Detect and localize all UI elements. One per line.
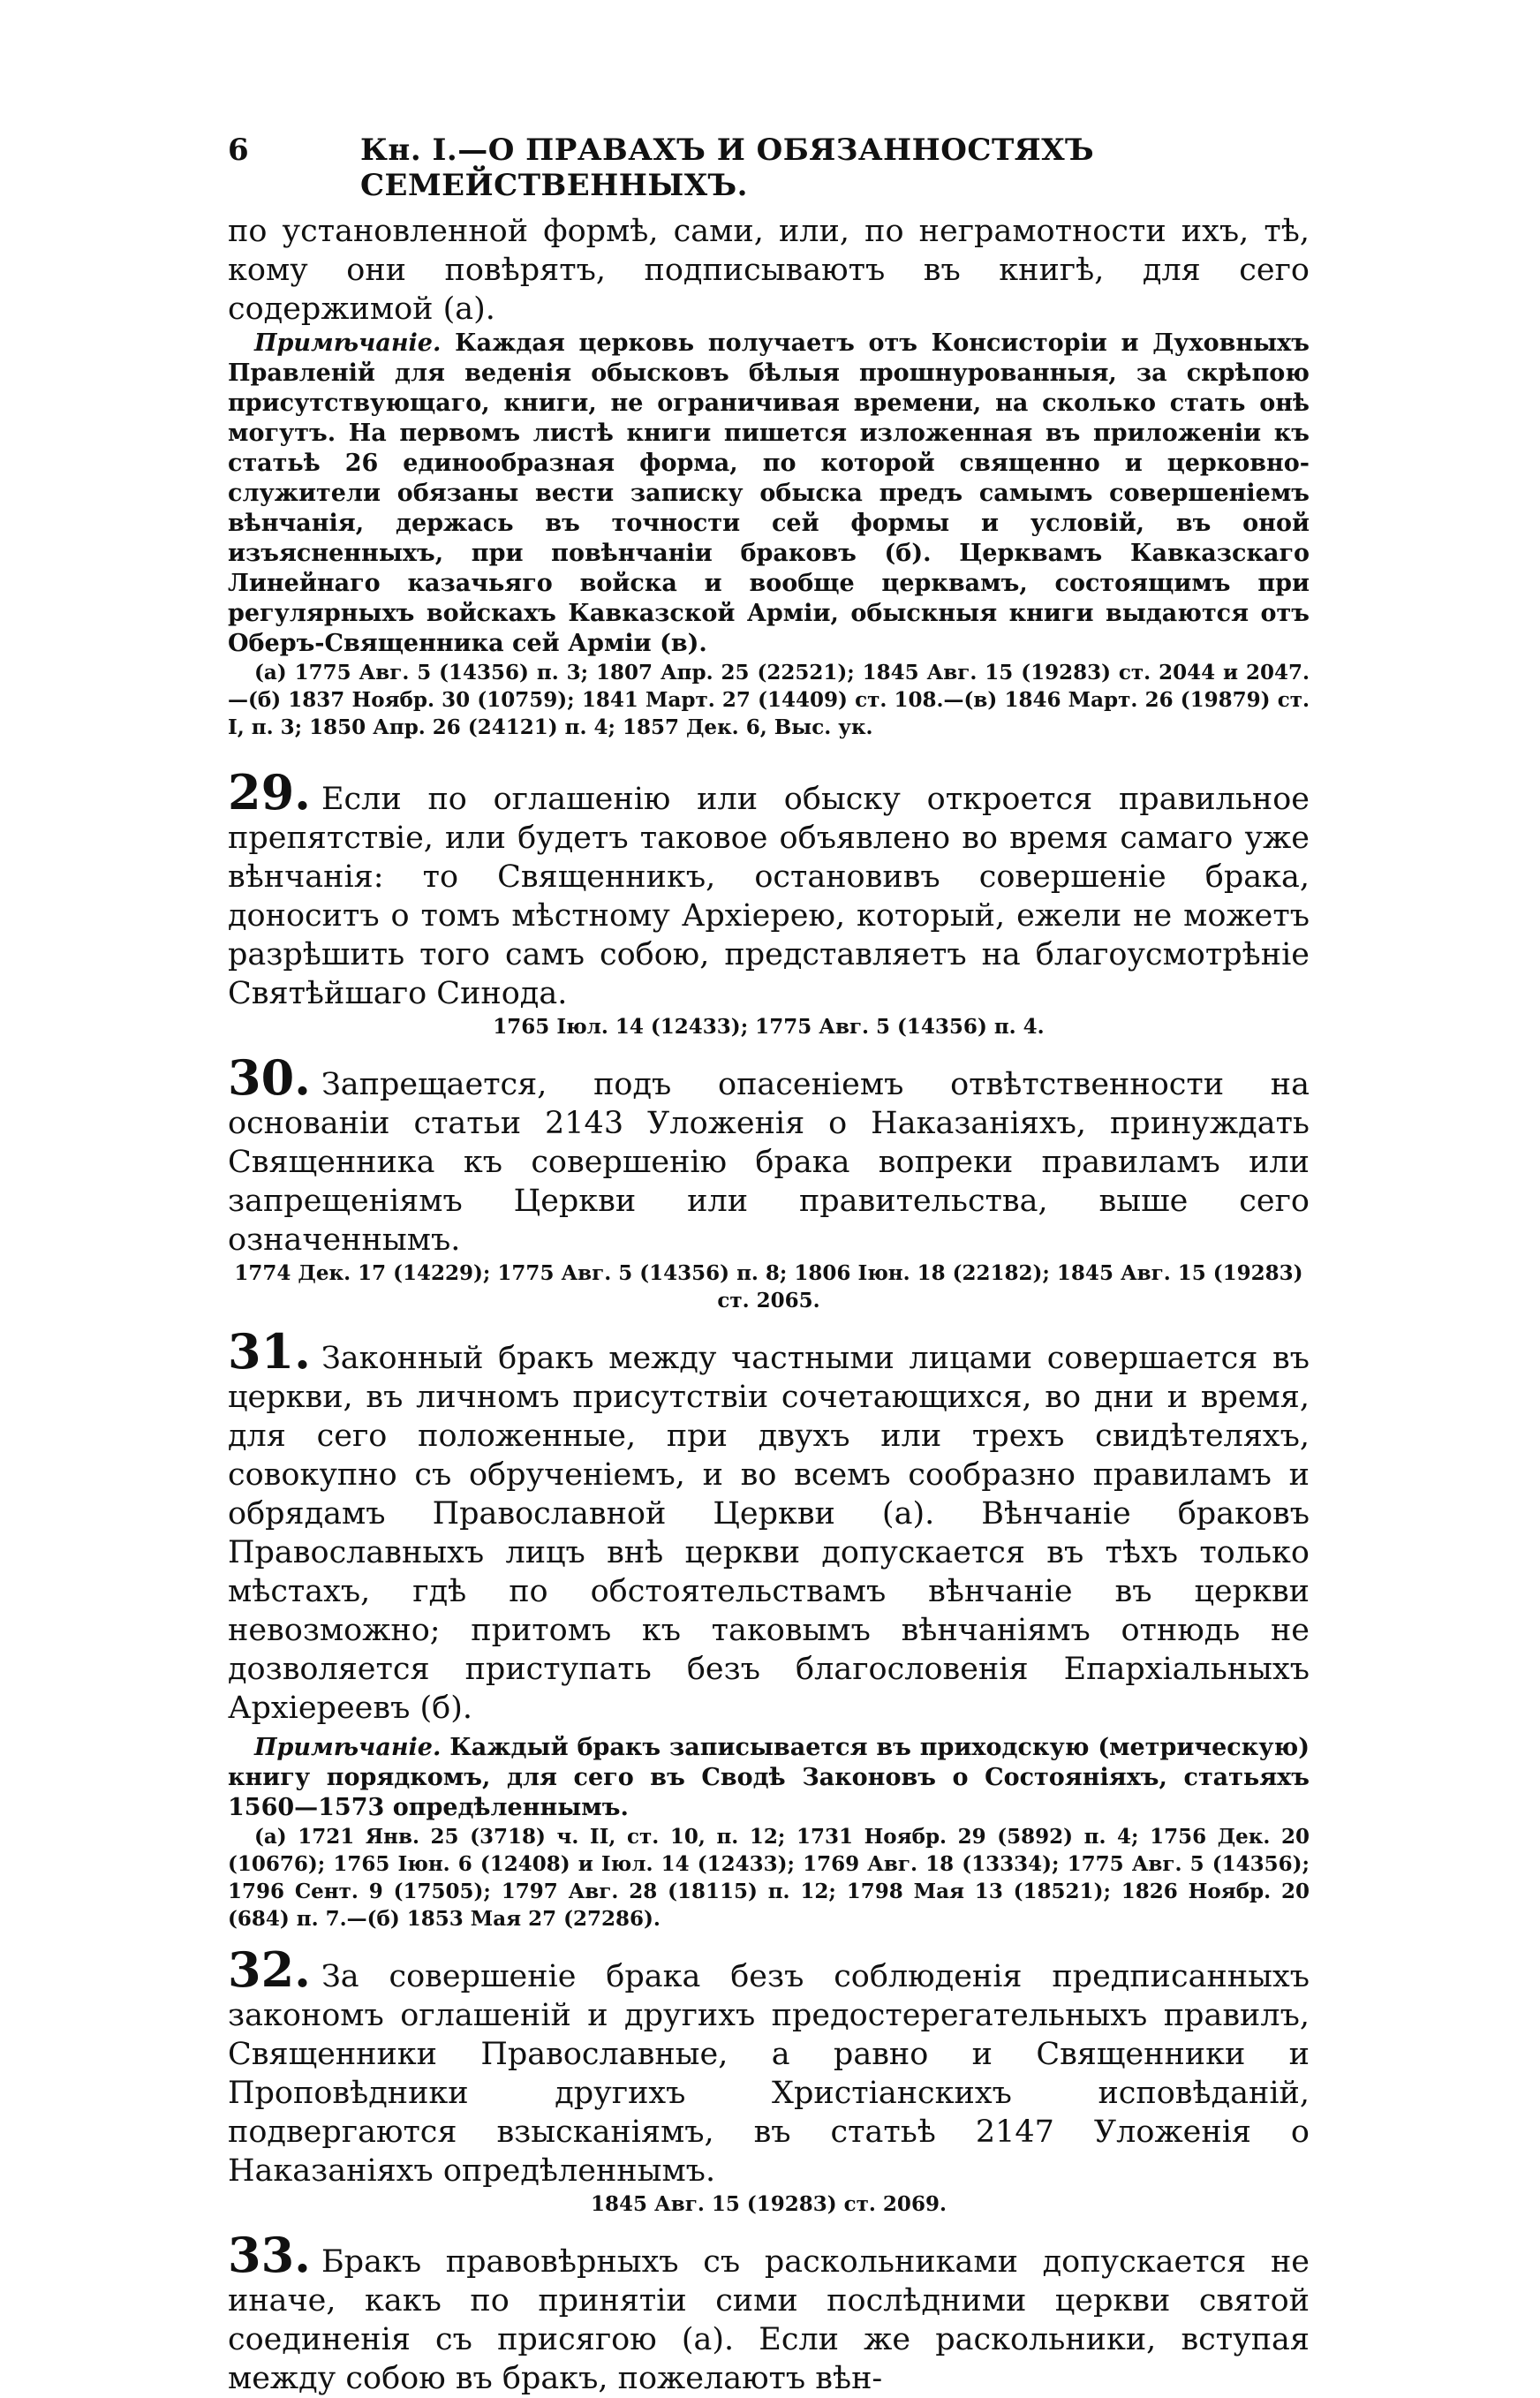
article-text: Законный бракъ между частными лицами совершается въ церкви, въ личномъ присутствіи сочетающихся, во дни и время, для сего положенные, при двухъ или трехъ свидѣтеляхъ, совокупно съ обрученіемъ, и во всемъ сообразно правиламъ и обрядамъ Православной Церкви (а). Вѣнчаніе браковъ Православныхъ лицъ внѣ церкви допускается въ тѣхъ только мѣстахъ, гдѣ по обстоятельствамъ вѣнчаніе въ церкви невозможно; притомъ къ таковымъ вѣнчаніямъ отнюдь не дозволяется приступать безъ благословенія Епархіальныхъ Архіереевъ (б). xyxy=(228,1341,1310,1726)
page-body xyxy=(228,212,1310,2398)
article-number: 29. xyxy=(228,764,311,821)
article-text: Запрещается, подъ опасеніемъ отвѣтственности на основаніи статьи 2143 Уложенія о Наказаніяхъ, принуждать Священника къ совершенію брака вопреки правиламъ или запрещеніямъ Церкви или правительства, выше сего означеннымъ. xyxy=(228,1067,1310,1258)
references: (а) 1721 Янв. 25 (3718) ч. II, ст. 10, п. 12; 1731 Ноябр. 29 (5892) п. 4; 1756 Дек. 20 (10676); 1765 Іюн. 6 (12408) и Іюл. 14 (12433); 1769 Авг. 18 (13334); 1775 Авг. 5 (14356); 1796 Сент. 9 (17505); 1797 Авг. 28 (18115) п. 12; 1798 Мая 13 (18521); 1826 Ноябр. 20 (684) п. 7.—(б) 1853 Мая 27 (27286). xyxy=(228,1825,1310,1931)
article-32 xyxy=(228,1941,1310,2218)
note-paragraph xyxy=(228,1733,1310,1823)
article-text: Бракъ правовѣрныхъ съ раскольниками допускается не иначе, какъ по принятіи сими послѣдними церкви святой соединенія съ присягою (а). Если же раскольники, вступая между собою въ бракъ, пожелаютъ вѣн- xyxy=(228,2244,1310,2396)
note-paragraph xyxy=(228,329,1310,659)
article-30 xyxy=(228,1049,1310,1314)
article-number: 30. xyxy=(228,1049,311,1106)
continuation-paragraph: по установленной формѣ, сами, или, по неграмотности ихъ, тѣ, кому они повѣрятъ, подписываютъ въ книгѣ, для сего содержимой (а). xyxy=(228,214,1310,327)
note-text: Каждый бракъ записывается въ приходскую (метрическую) книгу порядкомъ, для сего въ Сводѣ Законовъ о Состояніяхъ, статьяхъ 1560—1573 опредѣленнымъ. xyxy=(228,1734,1310,1821)
article-number: 33. xyxy=(228,2227,311,2283)
article-text: Если по оглашенію или обыску откроется правильное препятствіе, или будетъ таковое объявлено во время самаго уже вѣнчанія: то Священникъ, остановивъ совершеніе брака, доноситъ о томъ мѣстному Архіерею, который, ежели не можетъ разрѣшить того самъ собою, представляетъ на благоусмотрѣніе Святѣйшаго Синода. xyxy=(228,782,1310,1011)
note-lead: Примѣчаніе. xyxy=(254,329,442,357)
article-31 xyxy=(228,1323,1310,1933)
article-number: 32. xyxy=(228,1941,311,1998)
references: 1765 Іюл. 14 (12433); 1775 Авг. 5 (14356) п. 4. xyxy=(493,1015,1045,1039)
article-number: 31. xyxy=(228,1323,311,1380)
page-number: 6 xyxy=(228,132,250,168)
running-title: Кн. I.—О ПРАВАХЪ И ОБЯЗАННОСТЯХЪ СЕМЕЙСТВЕННЫХЪ. xyxy=(360,132,1095,203)
article-33 xyxy=(228,2227,1310,2398)
note-lead: Примѣчаніе. xyxy=(254,1734,442,1761)
references: (а) 1775 Авг. 5 (14356) п. 3; 1807 Апр. 25 (22521); 1845 Авг. 15 (19283) ст. 2044 и 2047.—(б) 1837 Ноябр. 30 (10759); 1841 Март. 27 (14409) ст. 108.—(в) 1846 Март. 26 (19879) ст. I, п. 3; 1850 Апр. 26 (24121) п. 4; 1857 Дек. 6, Выс. ук. xyxy=(228,661,1310,739)
article-text: За совершеніе брака безъ соблюденія предписанныхъ закономъ оглашеній и другихъ предостерегательныхъ правилъ, Священники Православные, а равно и Священники и Проповѣдники другихъ Христіанскихъ исповѣданій, подвергаются взысканіямъ, въ статьѣ 2147 Уложенія о Наказаніяхъ опредѣленнымъ. xyxy=(228,1959,1310,2189)
article-29 xyxy=(228,764,1310,1040)
references: 1774 Дек. 17 (14229); 1775 Авг. 5 (14356) п. 8; 1806 Іюн. 18 (22182); 1845 Авг. 15 (19283) ст. 2065. xyxy=(234,1261,1303,1312)
note-text: Каждая церковь получаетъ отъ Консисторіи и Духовныхъ Правленій для веденія обысковъ бѣлыя прошнурованныя, за скрѣпою присутствующаго, книги, не ограничивая времени, на сколько стать онѣ могутъ. На первомъ листѣ книги пишется изложенная въ приложеніи къ статьѣ 26 единообразная форма, по которой священно и церковно-служители обязаны вести записку обыска предъ самымъ совершеніемъ вѣнчанія, держась въ точности сей формы и условій, въ оной изъясненныхъ, при повѣнчаніи браковъ (б). Церквамъ Кавказскаго Линейнаго казачьяго войска и вообще церквамъ, состоящимъ при регулярныхъ войскахъ Кавказской Арміи, обыскныя книги выдаются отъ Оберъ-Священника сей Арміи (в). xyxy=(228,329,1310,657)
references: 1845 Авг. 15 (19283) ст. 2069. xyxy=(591,2192,947,2216)
